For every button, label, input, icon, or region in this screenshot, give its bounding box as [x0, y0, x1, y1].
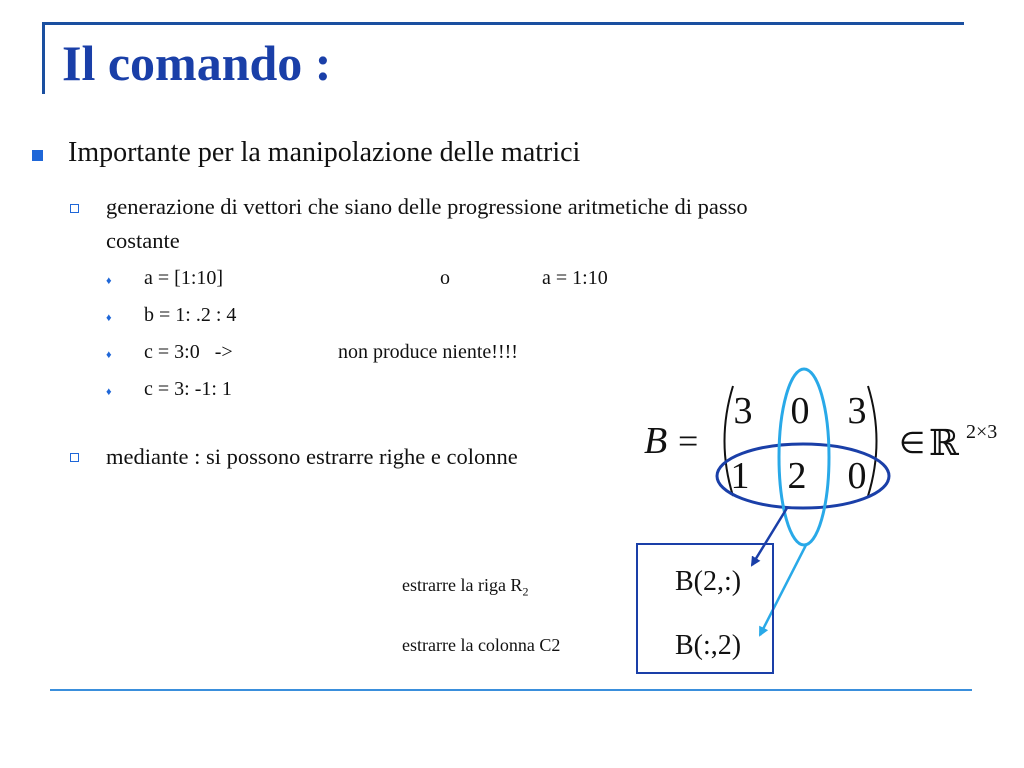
- matrix-cell-2-2: 2: [787, 455, 807, 497]
- sub-bullet-text-line1: generazione di vettori che siano delle progressione aritmetiche di passo: [106, 194, 748, 219]
- list-item-2-col1: b = 1: .2 : 4: [144, 304, 237, 326]
- column-extract-label: estrarre la colonna C2: [402, 635, 561, 655]
- diamond-bullet-icon: ♦: [106, 349, 112, 361]
- matrix-cell-1-3: 3: [847, 390, 867, 432]
- bullet-text-main: Importante per la manipolazione delle matrici: [68, 137, 581, 168]
- slide-title: Il comando :: [62, 35, 332, 91]
- element-of-symbol: ∈: [899, 427, 926, 460]
- right-paren: [868, 386, 877, 496]
- matrix-cell-2-3: 0: [847, 455, 867, 497]
- real-numbers-symbol: ℝ: [929, 423, 959, 464]
- list-item-3-col2: non produce niente!!!!: [338, 341, 518, 363]
- row-command: B(2,:): [675, 566, 742, 597]
- list-item-4-col1: c = 3: -1: 1: [144, 378, 232, 400]
- dimension-superscript: 2×3: [966, 421, 998, 443]
- matrix-cell-2-1: 1: [730, 455, 750, 497]
- list-item-1-col2: o: [440, 267, 450, 289]
- column-command: B(:,2): [675, 630, 742, 661]
- sub-bullet-text-line2: costante: [106, 228, 180, 253]
- matrix-cell-1-1: 3: [733, 390, 753, 432]
- diamond-bullet-icon: ♦: [106, 312, 112, 324]
- matrix-cell-1-2: 0: [790, 390, 810, 432]
- matrix-name: B: [644, 420, 668, 462]
- equals-sign: =: [678, 421, 699, 461]
- row-extract-label: estrarre la riga $R_2$: [402, 575, 529, 599]
- diamond-bullet-icon: ♦: [106, 386, 112, 398]
- list-item-1-col3: a = 1:10: [542, 267, 608, 289]
- list-item-1-col1: a = [1:10]: [144, 267, 224, 289]
- list-item-3-col1: c = 3:0 ->: [144, 341, 233, 363]
- diamond-bullet-icon: ♦: [106, 275, 112, 287]
- footer-rule: [50, 689, 972, 691]
- sub-bullet-text-2: mediante : si possono estrarre righe e colonne: [106, 444, 518, 469]
